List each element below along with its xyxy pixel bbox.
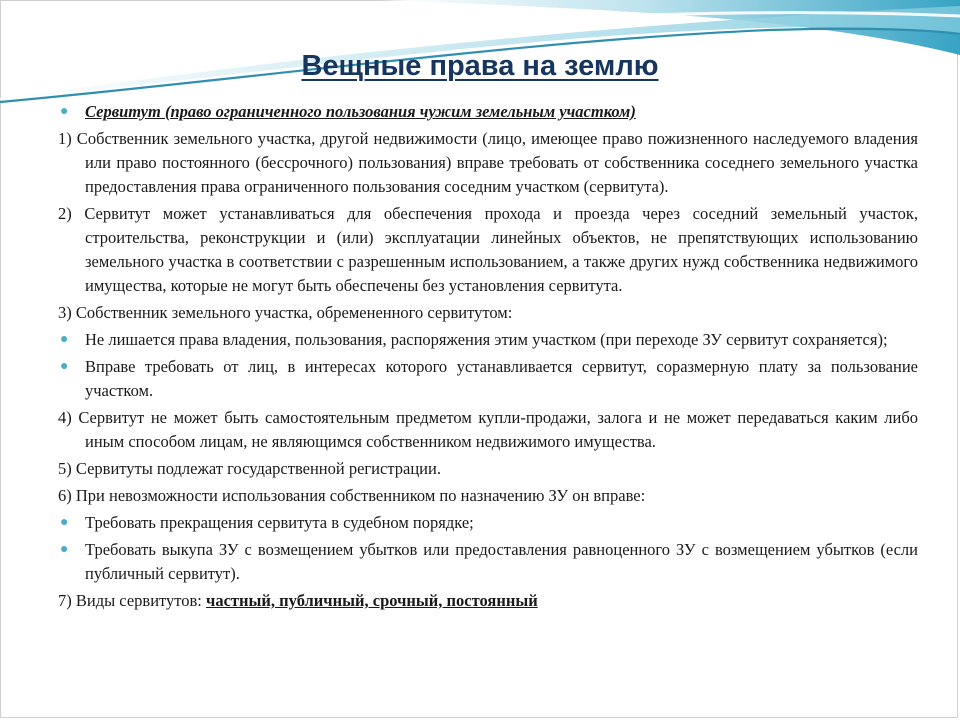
list-item <box>58 511 918 535</box>
bullet-dot-icon: ● <box>60 515 69 530</box>
list-item-text: Не лишается права владения, пользования, распоряжения этим участком (при переходе ЗУ сервитут сохраняется); <box>85 330 888 349</box>
servitude-types-list: частный, публичный, срочный, постоянный <box>206 591 538 610</box>
bullet-dot-icon: ● <box>60 104 69 119</box>
bullet-dot-icon: ● <box>60 359 69 374</box>
list-item-text: Требовать выкупа ЗУ с возмещением убытков или предоставления равноценного ЗУ с возмещением убытков (если публичный сервитут). <box>85 540 918 583</box>
paragraph-3: 3) Собственник земельного участка, обремененного сервитутом: <box>58 303 513 322</box>
bullet-dot-icon: ● <box>60 332 69 347</box>
servitude-types-label: 7) Виды сервитутов: <box>58 591 207 610</box>
paragraph-5: 5) Сервитуты подлежат государственной регистрации. <box>58 459 441 478</box>
list-item <box>58 355 918 403</box>
paragraph-7 <box>58 589 918 613</box>
list-item-text: Требовать прекращения сервитута в судебном порядке; <box>85 513 474 532</box>
paragraph-4: 4) Сервитут не может быть самостоятельным предметом купли-продажи, залога и не может передаваться каким либо иным способом лицам, не являющимся собственником недвижимого имущества. <box>58 408 918 451</box>
servitude-definition-heading: Сервитут (право ограниченного пользования чужим земельным участком) <box>85 102 636 121</box>
paragraph-2: 2) Сервитут может устанавливаться для обеспечения прохода и проезда через соседний земельный участок, строительства, реконструкции и (или) эксплуатации линейных объектов, не препятствующих использованию земельного участка в соответствии с разрешенным использованием, а также других нужд собственника недвижимого имущества, которые не могут быть обеспечены без установления сервитута. <box>58 204 918 295</box>
slide-body <box>58 100 918 616</box>
list-item <box>58 538 918 586</box>
bullet-dot-icon: ● <box>60 542 69 557</box>
page-title: Вещные права на землю <box>301 50 659 82</box>
list-item-text: Вправе требовать от лиц, в интересах которого устанавливается сервитут, соразмерную плату за пользование участком. <box>85 357 918 400</box>
list-item <box>58 328 918 352</box>
subheading-item <box>58 100 918 124</box>
paragraph-1: 1) Собственник земельного участка, другой недвижимости (лицо, имеющее право пожизненного наследуемого владения или право постоянного (бессрочного) пользования) вправе требовать от собственника соседнего земельного участка предоставления права ограниченного пользования соседним участком (сервитута). <box>58 129 918 196</box>
paragraph-6: 6) При невозможности использования собственником по назначению ЗУ он вправе: <box>58 486 646 505</box>
